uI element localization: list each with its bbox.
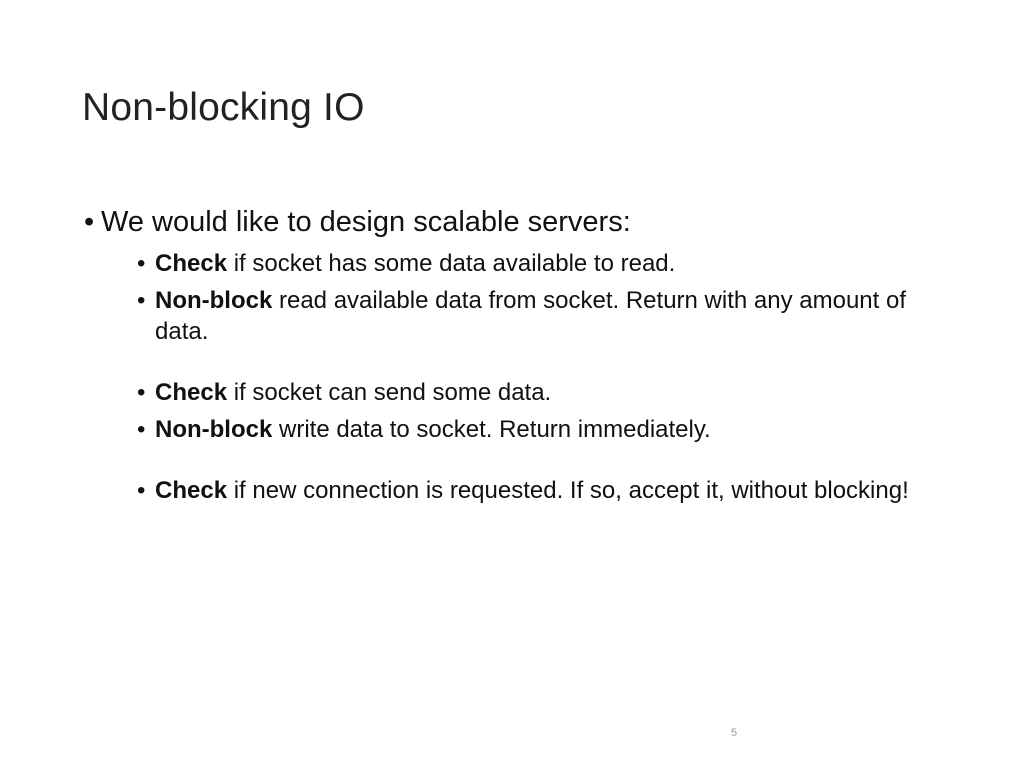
bullet-icon: •	[137, 250, 146, 277]
sub-bullet-list	[101, 248, 964, 506]
bullet-text: read available data from socket. Return with any amount of data.	[155, 287, 906, 345]
bullet-icon: •	[84, 206, 95, 238]
bullet-text: if socket can send some data.	[227, 379, 552, 406]
bullet-icon: •	[137, 477, 146, 504]
bullet-list	[84, 204, 964, 512]
sub-bullet-item	[137, 285, 964, 347]
bullet-keyword: Non-block	[155, 416, 273, 443]
bullet-keyword: Check	[155, 477, 228, 504]
sub-bullet-item	[137, 414, 964, 445]
sub-bullet-item	[137, 248, 964, 279]
slide-title: Non-blocking IO	[82, 86, 365, 129]
bullet-icon: •	[137, 287, 146, 314]
bullet-text: if socket has some data available to read.	[227, 250, 676, 277]
bullet-icon: •	[137, 379, 146, 406]
bullet-icon: •	[137, 416, 146, 443]
page-number: 5	[731, 727, 738, 739]
bullet-keyword: Check	[155, 250, 228, 277]
sub-bullet-item	[137, 475, 964, 506]
main-bullet-text: We would like to design scalable servers:	[101, 206, 631, 238]
bullet-text: write data to socket. Return immediately.	[272, 416, 711, 443]
bullet-keyword: Non-block	[155, 287, 273, 314]
bullet-keyword: Check	[155, 379, 228, 406]
main-bullet	[84, 204, 964, 506]
sub-bullet-item	[137, 377, 964, 408]
bullet-text: if new connection is requested. If so, accept it, without blocking!	[227, 477, 909, 504]
